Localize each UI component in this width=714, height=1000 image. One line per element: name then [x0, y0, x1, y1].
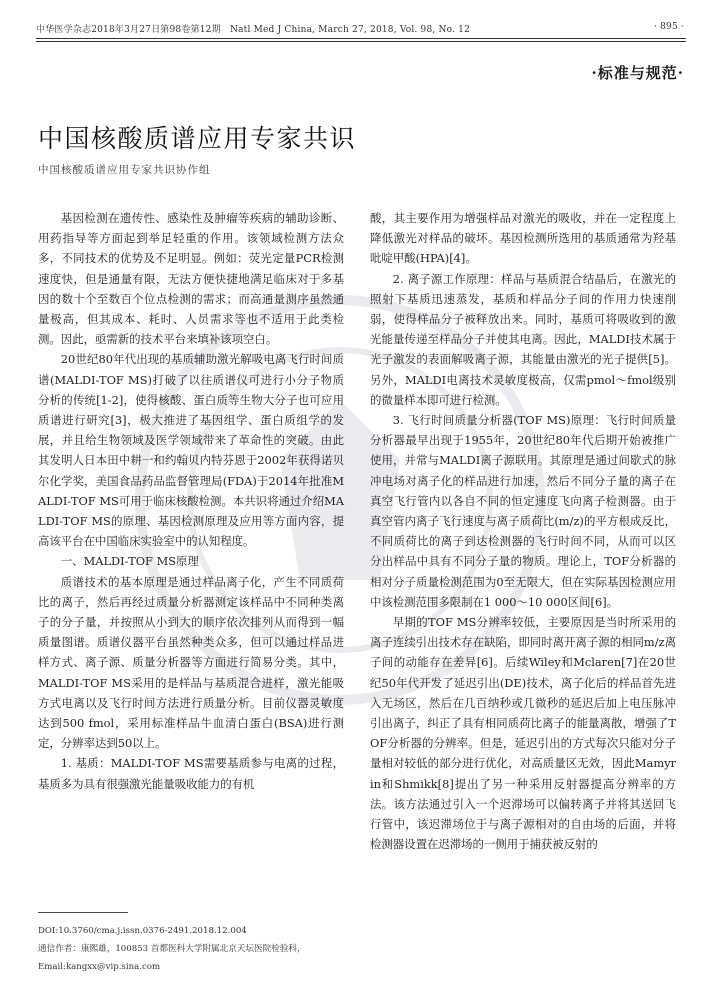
page-number: · 895 ·	[653, 22, 684, 32]
paragraph: 3. 飞行时间质量分析器(TOF MS)原理：飞行时间质量分析器最早出现于1955年，20世纪80年代后期开始被推广使用，并常与MALDI离子源联用。其原理是通过间歇式的脉冲电场对离子化的样品进行加速，然后不同分子量的离子在真空飞行管内以各自不同的恒定速度飞向离子检测器。由于真空管内离子飞行速度与离子质荷比(m/z)的平方根成反比，不同质荷比的离子到达检测器的飞行时间不同，从而可以区分出样品中具有不同分子量的物质。理论上，TOF分析器的相对分子质量检测范围为0至无限大，但在实际基因检测应用中该检测范围多限制在1 000～10 000区间[6]。	[370, 413, 676, 609]
section-label: ·标准与规范·	[591, 64, 684, 82]
author-byline: 中国核酸质谱应用专家共识协作组	[38, 164, 211, 176]
paragraph: 1. 基质：MALDI-TOF MS需要基质参与电离的过程，基质多为具有很强激光能量吸收能力的有机	[38, 756, 344, 791]
paragraph: 早期的TOF MS分辨率较低，主要原因是当时所采用的离子连续引出技术存在缺陷，即同时离开离子源的相同m/z离子间的动能存在差异[6]。后续Wiley和Mclaren[7]在20世纪50年代开发了延迟引出(DE)技术，离子化后的样品首先进入无场区，然后在几百纳秒或几微秒的延迟后加上电压脉冲引出离子，纠正了具有相同质荷比离子的能量离散，增强了TOF分析器的分辨率。但是，延迟引出的方式每次只能对分子量相对较低的部分进行优化，对高质量区无效，因此Mamyrin和Shmikk[8]提出了另一种采用反射器提高分辨率的方法。该方法通过引入一个迟滞场可以偏转离子并将其送回飞行管中，该迟滞场位于与离子源相对的自由场的后面，并将检测器设置在迟滞场的一侧用于捕获被反射的	[370, 615, 676, 852]
left-column	[38, 208, 344, 794]
journal-citation: 中华医学杂志2018年3月27日第98卷第12期 Natl Med J China, March 27, 2018, Vol. 98, No. 12	[36, 25, 471, 35]
running-head	[36, 22, 684, 35]
header-rule-bottom	[36, 41, 686, 42]
doi-note: DOI:10.3760/cma.j.issn.0376-2491.2018.12.004	[38, 926, 247, 936]
paragraph: 基因检测在遗传性、感染性及肿瘤等疾病的辅助诊断、用药指导等方面起到举足轻重的作用。该领域检测方法众多，不同技术的优势及不足明显。例如：荧光定量PCR检测速度快，但是通量有限，无法方便快捷地满足临床对于多基因的数十个至数百个位点检测的需求；而高通量测序虽然通量极高，但其成本、耗时、人员需求等也不适用于此类检测。因此，亟需新的技术平台来填补该项空白。	[38, 211, 344, 347]
paragraph: 酸，其主要作用为增强样品对激光的吸收，并在一定程度上降低激光对样品的破坏。基因检测所选用的基质通常为羟基吡啶甲酸(HPA)[4]。	[370, 211, 676, 266]
paragraph: 2. 离子源工作原理：样品与基质混合结晶后，在激光的照射下基质迅速蒸发，基质和样品分子间的作用力快速削弱，使得样品分子被释放出来。同时，基质可将吸收到的激光能量传递至样品分子并使其电离。因此，MALDI技术属于光子激发的表面解吸离子源，其能量由激光的光子提供[5]。另外，MALDI电离技术灵敏度极高，仅需pmol～fmol级别的微量样本即可进行检测。	[370, 271, 676, 407]
header-rule-top	[36, 38, 686, 39]
section-heading: 一、MALDI-TOF MS原理	[60, 554, 199, 569]
footnotes	[38, 922, 344, 976]
paragraph: 质谱技术的基本原理是通过样品离子化，产生不同质荷比的离子，然后再经过质量分析器测定该样品中不同种类离子的分子量，并按照从小到大的顺序依次排列从而得到一幅质量图谱。质谱仪器平台虽然种类众多，但可以通过样品进样方式、离子源、质量分析器等方面进行简易分类。其中，MALDI-TOF MS采用的是样品与基质混合进样，激光能吸方式电离以及飞行时间方法进行质量分析。目前仪器灵敏度达到500 fmol，采用标准样品牛血清白蛋白(BSA)进行测定，分辨率达到50以上。	[38, 574, 344, 751]
right-column	[370, 208, 676, 855]
corresponding-author-note: 通信作者：康熙雄，100853 首都医科大学附属北京天坛医院检验科，Email:kangxx@vip.sina.com	[38, 944, 306, 972]
paragraph: 20世纪80年代出现的基质辅助激光解吸电离飞行时间质谱(MALDI-TOF MS)打破了以往质谱仪可进行小分子物质分析的传统[1-2]，使得核酸、蛋白质等生物大分子也可应用质谱进行研究[3]，极大推进了基因组学、蛋白质组学的发展，并且给生物领域及医学领域带来了革命性的突破。由此其发明人日本田中耕一和约翰贝内特芬恩于2002年获得诺贝尔化学奖，美国食品药品监督管理局(FDA)于2014年批准MALDI-TOF MS可用于临床核酸检测。本共识将通过介绍MALDI-TOF MS的原理、基因检测原理及应用等方面内容，提高该平台在中国临床实验室中的认知程度。	[38, 352, 344, 549]
article-title: 中国核酸质谱应用专家共识	[38, 123, 357, 153]
footnote-rule	[38, 912, 128, 913]
